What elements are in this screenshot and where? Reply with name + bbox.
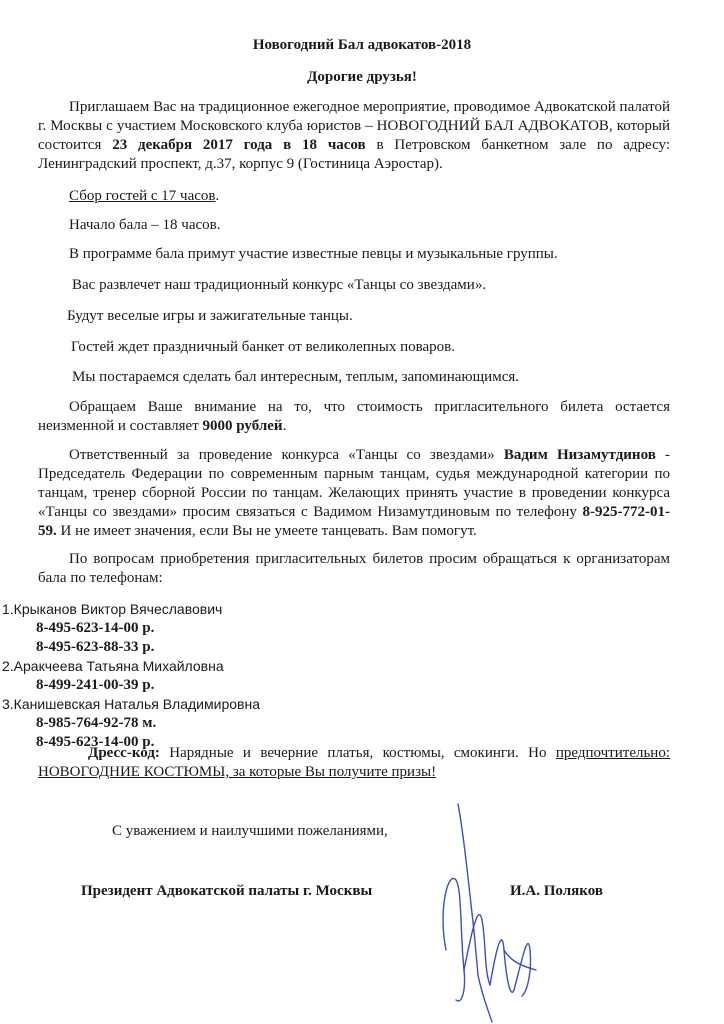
dress-code-label: Дресс-код: xyxy=(88,745,160,761)
signatory-name: И.А. Поляков xyxy=(510,883,603,899)
invitation-text-2: в Петровском банкетном зале по адресу: Ленинградский проспект, д.37, корпус 9 (Гостиница Аэростар). xyxy=(38,137,670,172)
organizers-list xyxy=(2,600,662,752)
organizer-phone: 8-495-623-14-00 р. xyxy=(36,734,155,750)
organizer-phone: 8-499-241-00-39 р. xyxy=(36,677,155,693)
contest-phone: 8-925-772-01-59. xyxy=(38,504,670,539)
dress-code-preferred: предпочтительно: НОВОГОДНИЕ КОСТЮМЫ, за которые Вы получите призы! xyxy=(38,745,670,780)
organizer-phone: 8-985-764-92-78 м. xyxy=(36,715,157,731)
price-text: Обращаем Ваше внимание на то, что стоимость пригласительного билета остается неизменной и составляет xyxy=(38,399,670,434)
gathering-text: Сбор гостей с 17 часов xyxy=(69,188,216,204)
contest-text-1: Ответственный за проведение конкурса «Танцы со звездами» xyxy=(69,447,504,463)
program-item: Вас развлечет наш традиционный конкурс «Танцы со звездами». xyxy=(72,277,487,293)
organizer-phone: 8-495-623-88-33 р. xyxy=(36,639,155,655)
program-item: Будут веселые игры и зажигательные танцы. xyxy=(67,308,353,324)
contest-text-2: - Председатель Федерации по современным парным танцам, судья международной категории по танцам, тренер сборной России по танцам. Желающих принять участие в проведении конкурса «Танцы со звездами» просим связаться с Вадимом Низамутдиновым по телефону xyxy=(38,447,671,520)
contest-text-3: И не имеет значения, если Вы не умеете танцевать. Вам помогут. xyxy=(56,523,477,539)
organizer-name: 1.Крыканов Виктор Вячеславович xyxy=(2,601,223,617)
program-item: В программе бала примут участие известные певцы и музыкальные группы. xyxy=(69,246,558,262)
dress-code-text: Нарядные и вечерние платья, костюмы, смокинги. Но xyxy=(159,745,556,761)
handwritten-signature xyxy=(418,800,558,1024)
price-paragraph xyxy=(38,398,670,436)
dress-code-paragraph xyxy=(38,744,670,782)
program-item: Гостей ждет праздничный банкет от великолепных поваров. xyxy=(71,339,456,355)
organizer-name: 3.Канишевская Наталья Владимировна xyxy=(2,696,260,712)
organizer-phone: 8-495-623-14-00 р. xyxy=(36,620,155,636)
invitation-paragraph xyxy=(38,98,670,174)
price-end: . xyxy=(282,418,287,434)
contest-paragraph xyxy=(38,446,670,541)
letter-title: Новогодний Бал адвокатов-2018 xyxy=(252,37,472,53)
ticket-price: 9000 рублей xyxy=(202,418,283,434)
signatory-position: Президент Адвокатской палаты г. Москвы xyxy=(81,883,373,899)
invitation-text-1: Приглашаем Вас на традиционное ежегодное мероприятие, проводимое Адвокатской палатой г. Москвы с участием Московского клуба юристов – НОВОГОДНИЙ БАЛ АДВОКАТОВ, который состоится xyxy=(38,99,670,153)
contest-host: Вадим Низамутдинов xyxy=(503,447,656,463)
start-time: Начало бала – 18 часов. xyxy=(69,217,221,233)
tickets-paragraph: По вопросам приобретения пригласительных билетов просим обращаться к организаторам бала по телефонам: xyxy=(38,551,670,586)
organizer-name: 2.Аракчеева Татьяна Михайловна xyxy=(2,658,224,674)
program-item: Мы постараемся сделать бал интересным, теплым, запоминающимся. xyxy=(72,369,520,385)
closing-line: С уважением и наилучшими пожеланиями, xyxy=(112,823,388,839)
gathering-dot: . xyxy=(215,188,220,204)
greeting: Дорогие друзья! xyxy=(307,69,417,85)
gathering-time xyxy=(38,187,670,206)
event-date: 23 декабря 2017 года в 18 часов xyxy=(112,137,366,153)
